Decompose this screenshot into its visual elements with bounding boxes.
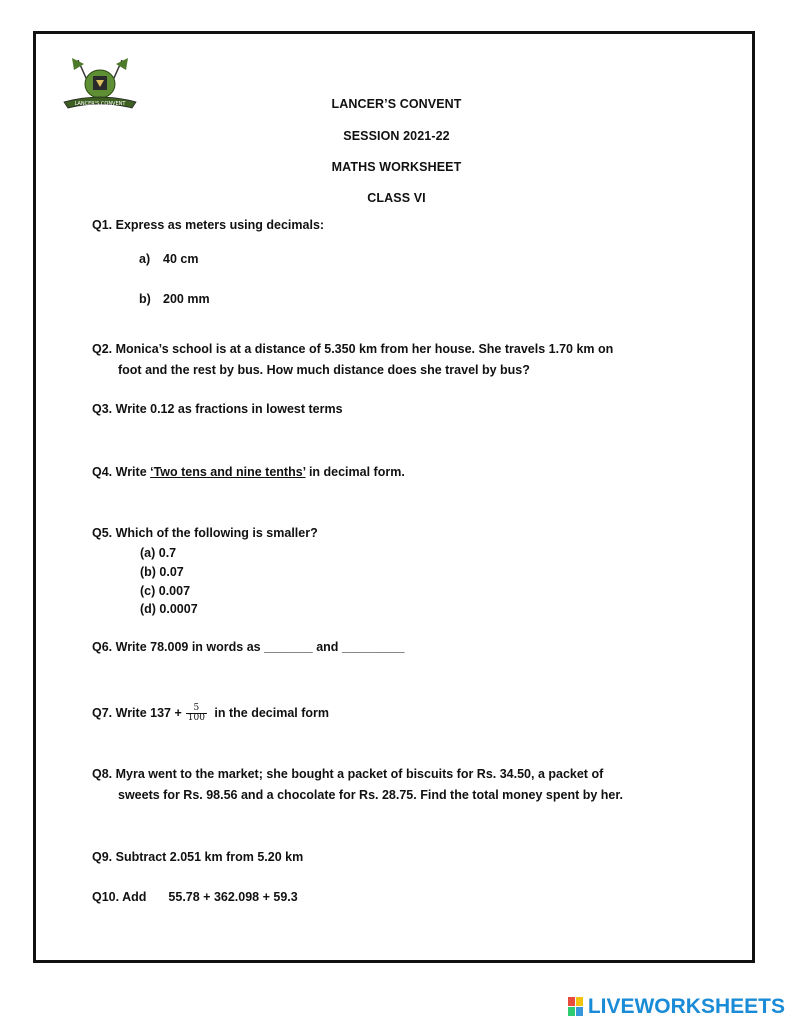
q5-option-d: (d) 0.0007 (140, 602, 198, 616)
q1-option-b-label: b) (139, 292, 151, 306)
q8-line-1: Q8. Myra went to the market; she bought a packet of biscuits for Rs. 34.50, a packet of (92, 767, 604, 781)
question-9: Q9. Subtract 2.051 km from 5.20 km (92, 850, 304, 864)
question-5: Q5. Which of the following is smaller? (92, 526, 318, 540)
q2-line-1: Q2. Monica’s school is at a distance of 5.350 km from her house. She travels 1.70 km on (92, 342, 614, 356)
class-label: CLASS VI (367, 191, 426, 205)
q4-prefix: Q4. Write (92, 465, 151, 479)
q5-option-a: (a) 0.7 (140, 546, 177, 560)
q10-expression: 55.78 + 362.098 + 59.3 (168, 890, 298, 904)
question-1: Q1. Express as meters using decimals: (92, 218, 325, 232)
q1-option-a-label: a) (139, 252, 151, 266)
question-4 (92, 462, 405, 483)
q7-suffix: in the decimal form (210, 706, 330, 720)
q4-suffix: in decimal form. (305, 465, 405, 479)
liveworksheets-brand (568, 994, 785, 1020)
q1-option-b-value: 200 mm (163, 292, 210, 306)
question-2 (92, 339, 613, 381)
q7-denominator: 100 (187, 713, 205, 724)
q2-line-2: foot and the rest by bus. How much distance does she travel by bus? (118, 363, 530, 377)
brand-wordmark: LIVEWORKSHEETS (587, 995, 785, 1018)
q7-fraction (186, 704, 207, 723)
q7-prefix: Q7. Write 137 + (92, 706, 182, 720)
question-10 (92, 887, 298, 908)
liveworksheets-logo-icon (568, 997, 584, 1017)
q5-option-b: (b) 0.07 (140, 565, 184, 579)
q1-option-a-value: 40 cm (163, 252, 199, 266)
school-name: LANCER’S CONVENT (331, 97, 462, 111)
question-7 (92, 699, 329, 727)
q5-option-c: (c) 0.007 (140, 584, 191, 598)
q4-underlined-phrase: ‘Two tens and nine tenths’ (150, 465, 306, 479)
question-3: Q3. Write 0.12 as fractions in lowest terms (92, 402, 343, 416)
worksheet-title: MATHS WORKSHEET (331, 160, 462, 174)
session: SESSION 2021-22 (343, 129, 450, 143)
q7-numerator: 5 (193, 703, 200, 714)
q8-line-2: sweets for Rs. 98.56 and a chocolate for Rs. 28.75. Find the total money spent by her. (118, 788, 624, 802)
q10-label: Q10. Add (92, 890, 147, 904)
logo-text: LANCER'S CONVENT (74, 101, 126, 107)
question-8 (92, 764, 623, 806)
question-6: Q6. Write 78.009 in words as _______ and _________ (92, 640, 405, 654)
